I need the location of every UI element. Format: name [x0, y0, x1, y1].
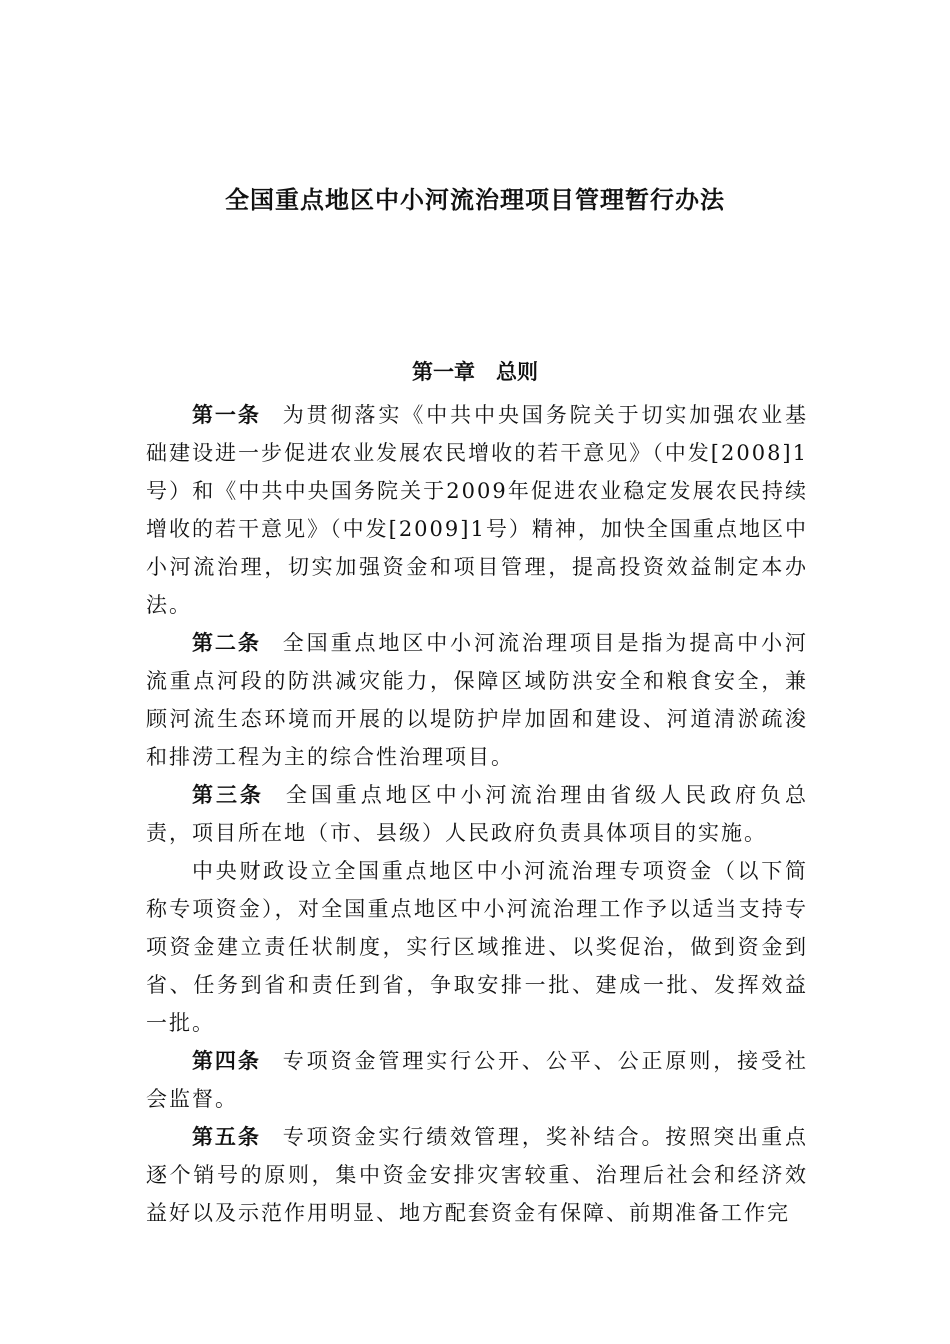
article-4: [146, 1042, 808, 1118]
article-3: [146, 776, 808, 852]
article-text: 全国重点地区中小河流治理由省级人民政府负总责，项目所在地（市、县级）人民政府负责具体项目的实施。: [146, 783, 809, 845]
article-label: 第一条: [192, 403, 261, 427]
article-text: 专项资金实行绩效管理，奖补结合。按照突出重点逐个销号的原则，集中资金安排灾害较重、治理后社会和经济效益好以及示范作用明显、地方配套资金有保障、前期准备工作完: [146, 1125, 808, 1225]
article-text: 为贯彻落实《中共中央国务院关于切实加强农业基础建设进一步促进农业发展农民增收的若干意见》（中发[2008]1号）和《中共中央国务院关于2009年促进农业稳定发展农民持续增收的若干意见》（中发[2009]1号）精神，加快全国重点地区中小河流治理，切实加强资金和项目管理，提高投资效益制定本办法。: [146, 403, 808, 617]
article-3-continuation: [146, 852, 808, 1042]
document-title: 全国重点地区中小河流治理项目管理暂行办法: [225, 186, 725, 214]
article-label: 第三条: [192, 783, 264, 807]
article-label: 第四条: [192, 1049, 261, 1073]
article-1: [146, 396, 808, 624]
paragraph-text: 中央财政设立全国重点地区中小河流治理专项资金（以下简称专项资金），对全国重点地区中小河流治理工作予以适当支持专项资金建立责任状制度，实行区域推进、以奖促治，做到资金到省、任务到省和责任到省，争取安排一批、建成一批、发挥效益一批。: [146, 859, 808, 1035]
article-5: [146, 1118, 808, 1232]
article-text: 专项资金管理实行公开、公平、公正原则，接受社会监督。: [146, 1049, 808, 1111]
chapter-heading: 第一章 总则: [412, 360, 538, 384]
article-label: 第五条: [192, 1125, 261, 1149]
article-text: 全国重点地区中小河流治理项目是指为提高中小河流重点河段的防洪减灾能力，保障区域防洪安全和粮食安全，兼顾河流生态环境而开展的以堤防护岸加固和建设、河道清淤疏浚和排涝工程为主的综合性治理项目。: [146, 631, 808, 769]
article-label: 第二条: [192, 631, 261, 655]
article-2: [146, 624, 808, 776]
document-body: [146, 396, 808, 1232]
